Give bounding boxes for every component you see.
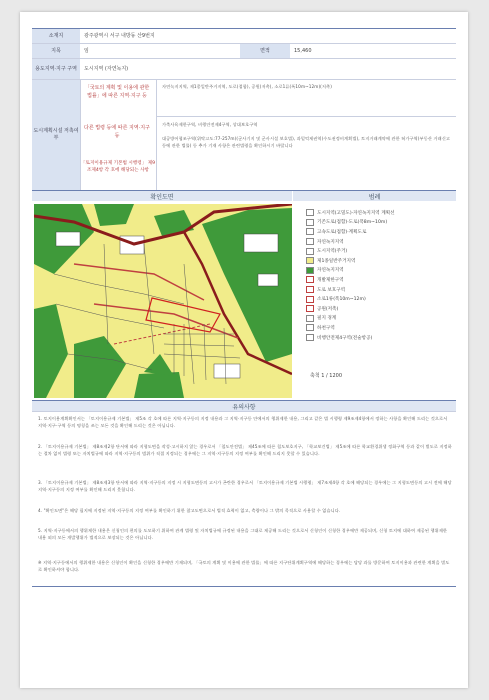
note-1: 1. 토지이용계획확인서는 「토지이용규제 기본법」 제5조 각 호에 따른 지역·지구등의 지정 내용과 그 지역·지구등 안에서의 행위제한 내용, 그리고 같은 법 시행령 제9조제4항에서 정하는 사항을 확인해 드리는 것으로서 지역·지구·구역 등의 명칭을 쓰는 모든 것을 확인해 드리는 것은 아닙니다. (38, 416, 448, 428)
legend-swatch (306, 219, 314, 226)
legend-item: 필지 경계 (306, 314, 452, 324)
legend-swatch (306, 324, 314, 331)
note-2: 2. 「토지이용규제 기본법」 제8조제2항 단서에 따라 지형도면을 작성·고시하지 않는 경우로서 「철도안전법」 제45조에 따른 철도보호지구, 「학교보건법」 제5조에 따른 학교환경위생 정화구역 등과 같이 별도로 지정하는 절차 없이 법령 또는 자치법규에 따라 지역·지구등의 범위가 직접 지정되는 경우에는 그 지역·지구등의 지정 여부를 확인해 드리지 못할 수 있습니다. (38, 444, 452, 456)
legend-swatch (306, 267, 314, 274)
legend-swatch (306, 257, 314, 264)
row-divider (32, 79, 456, 80)
permit-text-2: 가축사육제한구역, 비행안전제4구역, 상대보호구역 (162, 122, 258, 127)
legend-item: 비행안전제4구역(전술항공) (306, 333, 452, 343)
legend-item: 고속도로(접함)·계획도로 (306, 227, 452, 237)
legend-item: 개발제한구역 (306, 275, 452, 285)
note-4: 4. "확인도면"은 해당 필지에 지정된 지역·지구등의 지정 여부를 확인하기 위한 참고도면으로서 법적 효력이 없고, 측량이나 그 밖의 목적으로 사용할 수 없습니다. (38, 508, 341, 513)
legend-item: 자연녹지지역 (306, 266, 452, 276)
legend-item: 도시지역(고밀도)·자연녹지지역 계획선 (306, 208, 452, 218)
note-6: ※ 지역·지구등에서의 행위제한 내용은 신청인이 확인을 신청한 경우에만 기재되며, 「국토의 계획 및 이용에 관한 법률」에 따른 지구단위계획구역에 해당하는 경우에는 담당 과를 방문하여 토지이용과 관련한 계획을 별도로 확인하셔야 합니다. (38, 560, 450, 572)
document-sheet (20, 12, 468, 688)
permit-text-1: 자연녹지지역, 제1종일반주거지역, 도로(접함), 공원(저촉), 소로1류(폭10m~12m)(저촉) (162, 84, 332, 89)
legend-item: 자연녹지지역 (306, 237, 452, 247)
notes-header: 유의사항 (32, 401, 456, 411)
legend-swatch (306, 286, 314, 293)
address-label: 소재지 (32, 29, 80, 43)
permit-red-label-1: 「국토의 계획 및 이용에 관한 법률」에 따른 지역·지구 등 (84, 85, 150, 99)
site-map[interactable] (34, 204, 292, 398)
legend-item: 제1종일반주거지역 (306, 256, 452, 266)
land-use-label: 지목 (32, 44, 80, 58)
zone-value: 도시지역 (자연녹지) (84, 65, 129, 72)
legend-item: 하천구역 (306, 323, 452, 333)
zone-label: 용도지역·지구 구역 (32, 59, 80, 79)
land-use-value: 임 (84, 47, 89, 54)
legend-swatch (306, 296, 314, 303)
row-divider (156, 116, 456, 117)
bottom-border (32, 586, 456, 587)
row-divider (32, 411, 456, 412)
permit-text-3: 대공방어협조구역(위탁고도:77-257m)(군사기지 및 군사시설 보호법), 과밀억제권역(수도권정비계획법), 토지거래계약에 관한 허가구역(부동산 거래신고 등에 관한 법률) 등 추가 기재 사항은 관련법령을 확인하시기 바랍니다 (162, 136, 450, 148)
col-divider (156, 80, 157, 190)
legend-item: 도로 보호구역 (306, 285, 452, 295)
legend-item: 소로1류(폭10m~12m) (306, 294, 452, 304)
legend-swatch (306, 315, 314, 322)
area-value: 15,460 (294, 47, 312, 54)
note-5: 5. 지역·지구등에서의 행위제한 내용은 신청인의 편의를 도모하기 위하여 관계 법령 및 자치법규에 규정된 내용을 그대로 제공해 드리는 것으로서 신청인이 신청한 경우에만 제공되며, 신청 토지에 대하여 제공된 행위제한 내용 외의 모든 개발행위가 법적으로 보장되는 것은 아닙니다. (38, 528, 448, 540)
area-label: 면적 (240, 44, 290, 58)
legend-list (306, 208, 452, 342)
map-header: 확인도면 (32, 191, 292, 201)
legend-swatch (306, 276, 314, 283)
permit-label: 도시계획시설 저촉여부 (32, 80, 80, 190)
legend-swatch (306, 305, 314, 312)
legend-item: 기존도로(접함)·도로(폭8m~10m) (306, 218, 452, 228)
scale-text: 축척 1 / 1200 (310, 373, 343, 379)
permit-red-label-3: 「토지이용규제 기본법 시행령」 제9조제4항 각 호에 해당되는 사항 (80, 161, 156, 173)
address-value: 광주광역시 서구 내방동 산9번지 (84, 32, 155, 39)
permit-red-label-2: 다른 법령 등에 따른 지역·지구 등 (84, 125, 150, 139)
legend-swatch (306, 209, 314, 216)
legend-header: 범례 (293, 191, 456, 201)
legend-swatch (306, 238, 314, 245)
legend-item: 도시지역(주거) (306, 246, 452, 256)
legend-swatch (306, 334, 314, 341)
legend-swatch (306, 248, 314, 255)
legend-item: 공원(저촉) (306, 304, 452, 314)
legend-swatch (306, 228, 314, 235)
note-3: 3. 「토지이용규제 기본법」 제8조제3항 단서에 따라 지역·지구등의 지정 시 지형도면등의 고시가 곤란한 경우로서 「토지이용규제 기본법 시행령」 제7조제4항 각 호에 해당되는 경우에는 그 지형도면등의 고시 전에 해당 지역·지구등의 지정 여부를 확인해 드리지 못합니다. (38, 480, 452, 492)
